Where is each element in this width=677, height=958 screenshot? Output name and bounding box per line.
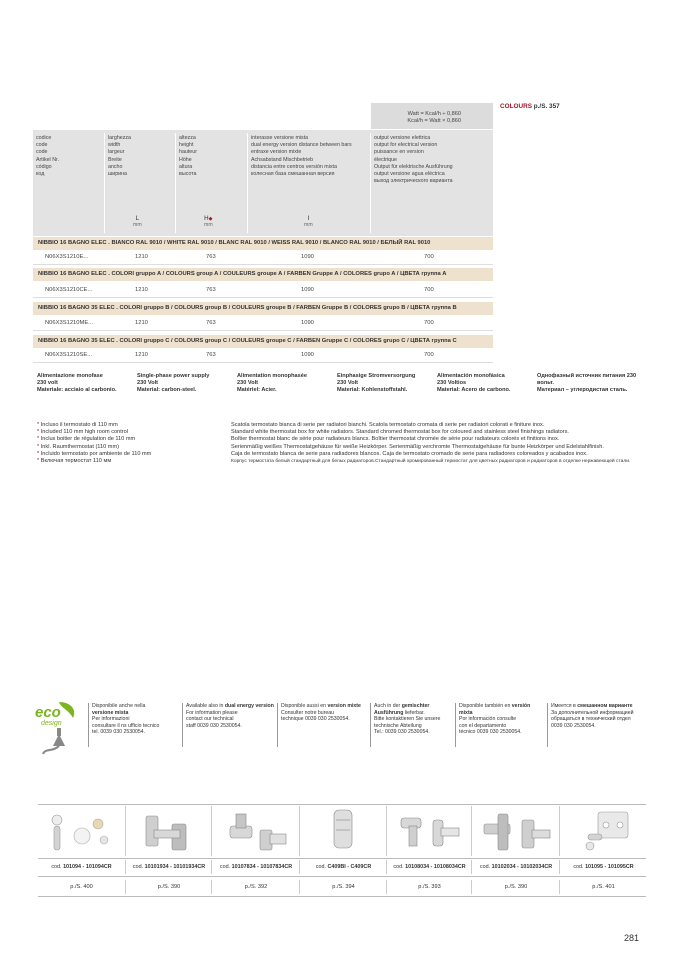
header-height: altezza height hauteur Höhe altura высота H◆ mm: [176, 133, 248, 233]
table-row: N06X3S1210ME... 1210 763 1090 700: [33, 317, 493, 331]
voltage-en: Single-phase power supply 230 Volt Material: carbon-steel.: [137, 373, 210, 393]
voltage-de: Einphasige Stromversorgung 230 Volt Material: Kohlenstoffstahl.: [337, 373, 416, 393]
colours-page: p./S. 357: [533, 103, 560, 110]
product-code-5: cod. 10108034 - 10108034CR: [386, 860, 472, 874]
product-image-6[interactable]: [471, 806, 560, 856]
bullet-icon: *: [37, 422, 41, 428]
design-logo-text: design: [41, 720, 62, 727]
colours-label: COLOURS: [500, 103, 532, 110]
eco-design-logo: [33, 700, 85, 750]
thermostat-notes: * Incluso il termostato di 110 mm * Included 110 mm high room control * Inclus boitier de régulation de 110 mm * Inkl. Raumthermostat (110 mm) * Incluido termostato por ambiente de 110 mm * Включая термостат 110 мм: [37, 422, 152, 465]
table-row: N06X3S1210SE... 1210 763 1090 700: [33, 349, 493, 363]
spec-table-header: [33, 130, 493, 236]
product-page-link[interactable]: p./S. 393: [386, 880, 472, 894]
voltage-fr: Alimentation monophasée 230 Volt Matériel: Acier.: [237, 373, 307, 393]
watt-line-1: Watt = Kcal/h ÷ 0,860: [407, 111, 461, 117]
unit-l: L mm: [133, 215, 142, 228]
colours-link[interactable]: [500, 103, 560, 110]
voltage-it: Alimentazione monofase 230 volt Materiale: acciaio al carbonio.: [37, 373, 117, 393]
bullet-icon: *: [37, 429, 41, 436]
product-image-2[interactable]: [125, 806, 212, 856]
watt-line-2: Kcal/h = Watt × 0,860: [407, 118, 461, 124]
corner-valve-icon: [472, 806, 560, 856]
valve-kit-icon: [38, 806, 125, 856]
product-image-1[interactable]: [38, 806, 125, 856]
product-code-4: cod. C409BI - C409CR: [299, 860, 387, 874]
product-page-link[interactable]: p./S. 401: [559, 880, 647, 894]
angle-valve-icon: [126, 806, 212, 856]
header-output: output versione elettrica output for electrical version puissance en version électrique Output für elektrische Ausführung output versione agua eléctrica выход электрического варианта: [374, 135, 453, 185]
eco-logo-text: eco: [35, 704, 61, 721]
thermostat-box-notes: Scatola termostato bianca di serie per radiatori bianchi. Scatola termostato cromata di serie per radiatori colorati e finiture inox. Standard white thermostat box for white radiators. Standard chromed thermostat box for coloured and stainless steel finishings radiators. Boîtier thermostat blanc de série pour radiateurs blancs. Boîtier thermostat chromée de série pour radiateurs colorés et finitions inox. Serienmäßig weißes Thermostatgehäuse für weiße Heizkörper. Serienmäßig verchromte Thermostatgehäuse für bunte Heizkörper und Edelstahlfinish. Caja de termostato blanca de serie para radiadores blancos. Caja de termostato cromado de serie para radiadores coloreados y acabados inox. Корпус термостата белый стандартный для белых радиаторов.Стандартный хромированный термостат для цветных радиаторов и радиаторов в отделке нержавеющей стали.: [231, 422, 631, 465]
page-number: 281: [623, 933, 639, 943]
voltage-ru: Однофазный источник питания 230 вольт. Материал – углеродистая сталь.: [537, 373, 637, 393]
divider: [38, 804, 646, 805]
header-width: larghezza width largeur Breite ancho ширина L mm: [105, 133, 176, 233]
row-band: NIBBIO 16 BAGNO 35 ELEC . COLORI gruppo B / COLOURS group B / COULEURS groupe B / FARBEN Gruppe B / COLORES grupo B / ЦВЕТА группа B: [33, 302, 493, 315]
straight-valve-icon: [212, 806, 300, 856]
product-page-link[interactable]: p./S. 390: [471, 880, 560, 894]
product-code-2: cod. 10101934 - 10101934CR: [125, 860, 212, 874]
product-page-link[interactable]: p./S. 392: [211, 880, 300, 894]
product-image-7[interactable]: [559, 806, 647, 856]
product-image-3[interactable]: [211, 806, 300, 856]
row-band: NIBBIO 16 BAGNO ELEC . BIANCO RAL 9010 / WHITE RAL 9010 / BLANC RAL 9010 / WEISS RAL 9010 / BLANCO RAL 9010 / БЕЛЫЙ RAL 9010: [33, 237, 493, 250]
cover-plate-icon: [560, 806, 647, 856]
product-page-link[interactable]: p./S. 400: [70, 884, 93, 890]
header-distance: interasse versione mista dual energy version distance between bars entraxe version mixte Achsabstand Mischbetrieb distancia entre centros versión mixta колесная база смешанная версия I mm: [248, 133, 371, 233]
eco-info-fr: Disponible aussi en version mixte Consulter notre bureau technique 0039 030 2530054.: [277, 703, 369, 747]
thermostatic-head-icon: [300, 806, 387, 856]
product-code-1: cod. 101094 - 101094CR: [51, 864, 112, 870]
product-code-6: cod. 10102034 - 10102034CR: [471, 860, 560, 874]
table-row: N06X3S1210E... 1210 763 1090 700: [33, 251, 493, 265]
divider: [38, 858, 646, 859]
valve-pair-icon: [387, 806, 472, 856]
header-code: codice code code Artikel Nr. código код: [33, 133, 105, 233]
unit-i: I mm: [304, 215, 313, 228]
bullet-icon: *: [37, 450, 41, 457]
bullet-icon: *: [37, 458, 41, 465]
product-page-link[interactable]: p./S. 394: [299, 880, 387, 894]
divider: [38, 876, 646, 877]
divider: [38, 896, 646, 897]
eco-info-es: Disponible también en versión mixta Por información consulte con el departamento técnico 0039 030 2530054.: [455, 703, 541, 747]
table-row: N06X3S1210CE... 1210 763 1090 700: [33, 284, 493, 298]
eco-info-de: Auch in der gemischter Ausführung lieferbar. Bitte kontaktieren Sie unsere technische Abteilung Tel.: 0039 030 2530054.: [370, 703, 454, 747]
voltage-es: Alimentación monofásica 230 Voltios Material: Acero de carbono.: [437, 373, 511, 393]
product-code-7: cod. 101095 - 101095CR: [559, 860, 647, 874]
product-image-4[interactable]: [299, 806, 387, 856]
eco-info-ru: Имеется в смешанном варианте За дополнительной информацией обращаться в технический отдел 0039 030 2530054.: [547, 703, 647, 747]
diamond-icon: ◆: [208, 216, 213, 222]
bullet-icon: *: [37, 443, 41, 450]
product-strip: [38, 806, 646, 856]
product-page-link[interactable]: p./S. 390: [125, 880, 212, 894]
eco-info-it: Disponibile anche nella versione mista Per informazioni consultare il ns ufficio tecnico tel. 0039 030 2530054.: [88, 703, 180, 747]
eco-info-en: Available also in dual energy version For information please contact our technical staff 0039 030 2530054.: [182, 703, 276, 747]
row-band: NIBBIO 16 BAGNO 35 ELEC . COLORI gruppo C / COLOURS group C / COULEURS groupe C / FARBEN Gruppe C / COLORES grupo C / ЦВЕТА группа C: [33, 335, 493, 348]
watt-conversion-box: [371, 103, 493, 129]
row-band: NIBBIO 16 BAGNO ELEC . COLORI gruppo A / COLOURS group A / COULEURS groupe A / FARBEN Gruppe A / COLORES grupo A / ЦВЕТА группа A: [33, 268, 493, 281]
product-image-5[interactable]: [386, 806, 472, 856]
bullet-icon: *: [37, 436, 41, 443]
product-code-3: cod. 10107834 - 10107834CR: [211, 860, 300, 874]
unit-h: H◆ mm: [204, 215, 213, 228]
